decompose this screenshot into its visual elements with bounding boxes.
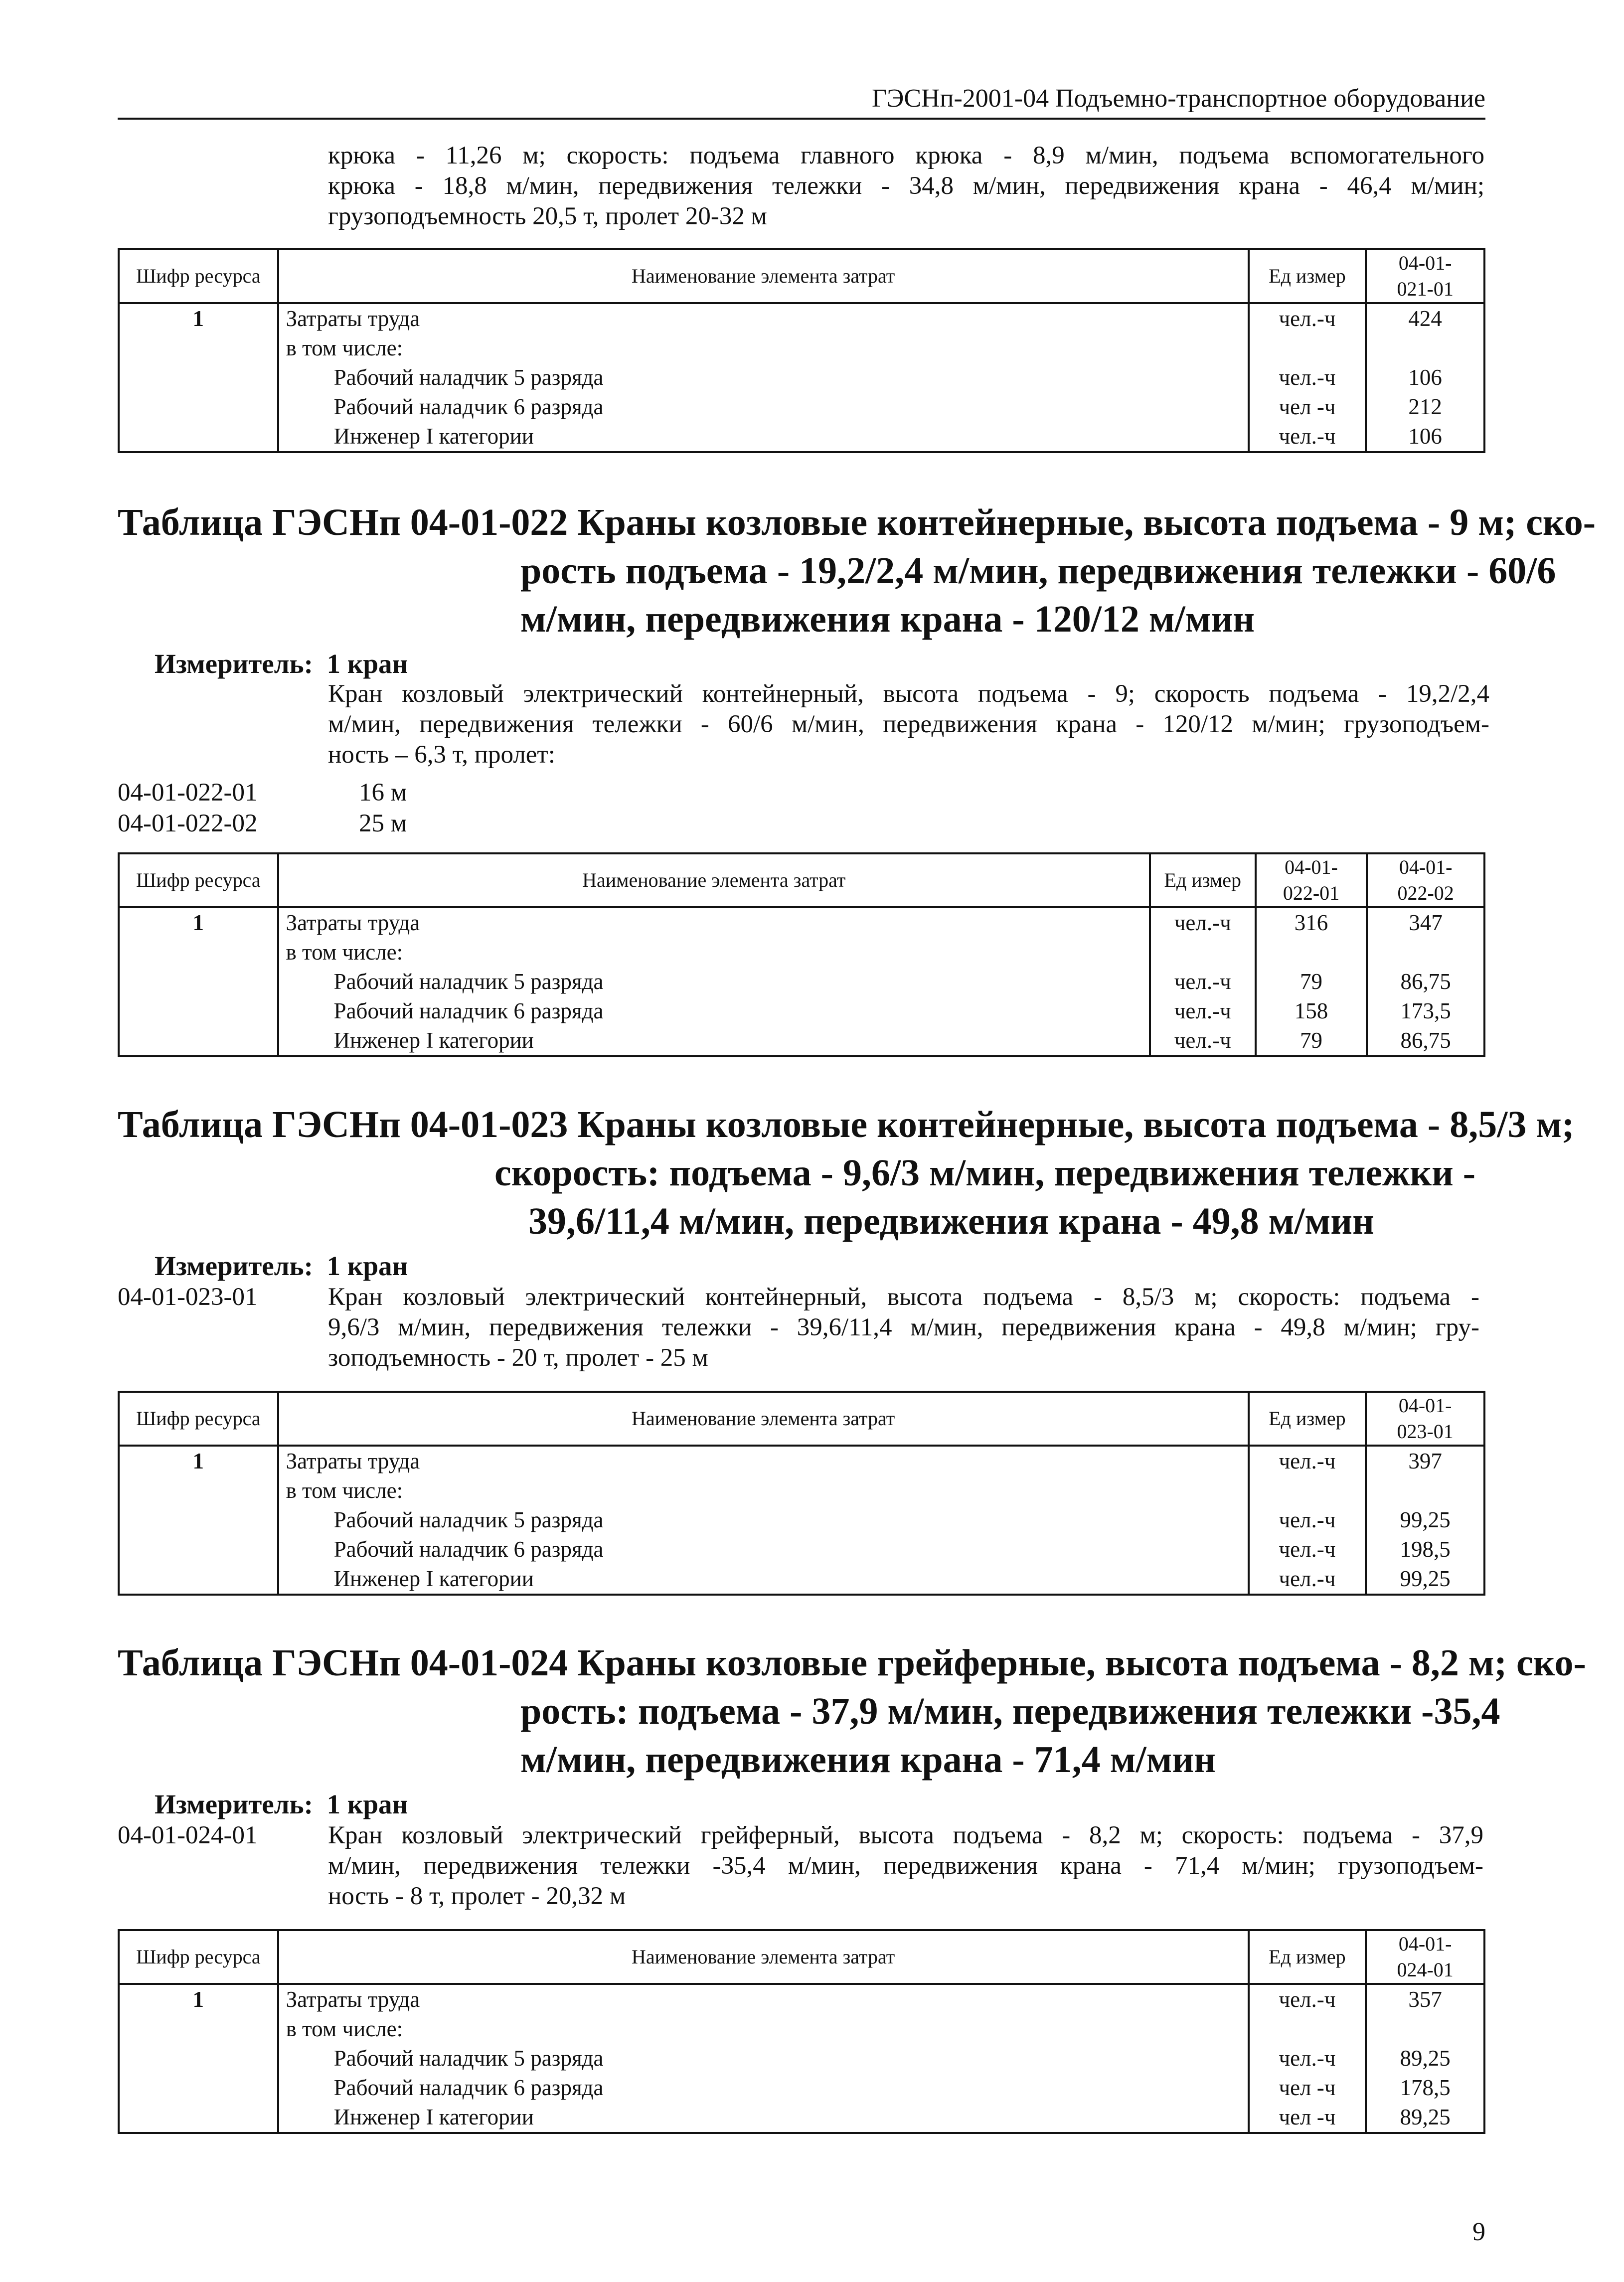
col-header-unit: Ед измер [1150, 853, 1256, 907]
meter-023: Измеритель: 1 кран [155, 1251, 408, 1281]
col-header-unit: Ед измер [1249, 1930, 1366, 1984]
col-header-code: Шифр ресурса [119, 249, 278, 303]
section-title-022: Таблица ГЭСНп 04-01-022 Краны козловые контейнерные, высота подъема - 9 м; ско- рость подъема - 19,2/2,4 м/мин, передвижения тележки - 60/6 м/мин, передвижения крана - 120/12 м/мин [118, 501, 1596, 640]
value-cell: 357 89,25 178,5 89,25 [1366, 1984, 1484, 2133]
resource-table-024 [118, 1929, 1485, 2134]
code-cell: 1 [119, 907, 278, 1056]
header-rule [118, 118, 1485, 120]
intro-line: крюка - 18,8 м/мин, передвижения тележки - 34,8 м/мин, передвижения крана - 46,4 м/мин; [328, 172, 1484, 200]
code-cell: 1 [119, 1446, 278, 1595]
desc-023: Кран козловый электрический контейнерный, высота подъема - 8,5/3 м; скорость: подъема - 9,6/3 м/мин, передвижения тележки - 39,6/11,4 м/мин, передвижения крана - 49,8 м/мин; гру- зоподъемность - 20 т, пролет - 25 м [328, 1283, 1479, 1372]
col-header-value: 04-01- 024-01 [1366, 1930, 1484, 1984]
item-code: 04-01-023-01 [118, 1283, 258, 1311]
item-value: 16 м [359, 779, 407, 807]
name-cell: Затраты труда в том числе: Рабочий наладчик 5 разряда Рабочий наладчик 6 разряда Инженер I категории [278, 1984, 1249, 2133]
value-cell-1: 316 79 158 79 [1256, 907, 1367, 1056]
desc-024: Кран козловый электрический грейферный, высота подъема - 8,2 м; скорость: подъема - 37,9 м/мин, передвижения тележки -35,4 м/мин, передвижения крана - 71,4 м/мин; грузоподъем- ность - 8 т, пролет - 20,32 м [328, 1821, 1483, 1910]
item-code: 04-01-022-01 [118, 779, 258, 807]
col-header-value: 04-01- 021-01 [1366, 249, 1484, 303]
intro-line: грузоподъемность 20,5 т, пролет 20-32 м [328, 202, 767, 230]
col-header-name: Наименование элемента затрат [278, 1930, 1249, 1984]
unit-cell: чел.-ч чел.-ч чел.-ч чел.-ч [1249, 1446, 1366, 1595]
table-body [119, 1446, 1484, 1595]
item-code: 04-01-024-01 [118, 1821, 258, 1849]
item-value: 25 м [359, 810, 407, 837]
unit-cell: чел.-ч чел.-ч чел -ч чел -ч [1249, 1984, 1366, 2133]
col-header-value-2: 04-01- 022-02 [1367, 853, 1484, 907]
col-header-value: 04-01- 023-01 [1366, 1392, 1484, 1446]
name-cell: Затраты труда в том числе: Рабочий наладчик 5 разряда Рабочий наладчик 6 разряда Инженер I категории [278, 907, 1150, 1056]
col-header-code: Шифр ресурса [119, 1930, 278, 1984]
intro-line: крюка - 11,26 м; скорость: подъема главного крюка - 8,9 м/мин, подъема вспомогательного [328, 142, 1484, 169]
col-header-code: Шифр ресурса [119, 1392, 278, 1446]
unit-cell: чел.-ч чел.-ч чел -ч чел.-ч [1249, 303, 1366, 452]
resource-table-021 [118, 248, 1485, 453]
col-header-name: Наименование элемента затрат [278, 853, 1150, 907]
meter-022: Измеритель: 1 кран [155, 649, 408, 679]
page-number: 9 [1472, 2218, 1485, 2246]
value-cell: 424 106 212 106 [1366, 303, 1484, 452]
section-title-024: Таблица ГЭСНп 04-01-024 Краны козловые грейферные, высота подъема - 8,2 м; ско- рость: подъема - 37,9 м/мин, передвижения тележки -35,4 м/мин, передвижения крана - 71,4 м/мин [118, 1642, 1586, 1781]
col-header-unit: Ед измер [1249, 249, 1366, 303]
table-body [119, 907, 1484, 1056]
desc-022: Кран козловый электрический контейнерный, высота подъема - 9; скорость подъема - 19,2/2,4 м/мин, передвижения тележки - 60/6 м/мин, передвижения крана - 120/12 м/мин; грузоподъем- ность – 6,3 т, пролет: [328, 680, 1489, 769]
col-header-code: Шифр ресурса [119, 853, 278, 907]
code-cell: 1 [119, 303, 278, 452]
name-cell: Затраты труда в том числе: Рабочий наладчик 5 разряда Рабочий наладчик 6 разряда Инженер I категории [278, 303, 1249, 452]
col-header-name: Наименование элемента затрат [278, 249, 1249, 303]
meter-024: Измеритель: 1 кран [155, 1789, 408, 1819]
section-title-023: Таблица ГЭСНп 04-01-023 Краны козловые контейнерные, высота подъема - 8,5/3 м; скорость: подъема - 9,6/3 м/мин, передвижения тележки - 39,6/11,4 м/мин, передвижения крана - 49,8 м/мин [118, 1104, 1575, 1242]
name-cell: Затраты труда в том числе: Рабочий наладчик 5 разряда Рабочий наладчик 6 разряда Инженер I категории [278, 1446, 1249, 1595]
resource-table-022 [118, 852, 1485, 1057]
unit-cell: чел.-ч чел.-ч чел.-ч чел.-ч [1150, 907, 1256, 1056]
code-cell: 1 [119, 1984, 278, 2133]
resource-table-023 [118, 1391, 1485, 1596]
table-body [119, 303, 1484, 452]
running-header: ГЭСНп-2001-04 Подъемно-транспортное оборудование [871, 84, 1485, 113]
col-header-unit: Ед измер [1249, 1392, 1366, 1446]
intro-paragraph [328, 141, 1484, 232]
value-cell: 397 99,25 198,5 99,25 [1366, 1446, 1484, 1595]
table-body [119, 1984, 1484, 2133]
item-code: 04-01-022-02 [118, 810, 258, 837]
col-header-value-1: 04-01- 022-01 [1256, 853, 1367, 907]
col-header-name: Наименование элемента затрат [278, 1392, 1249, 1446]
value-cell-2: 347 86,75 173,5 86,75 [1367, 907, 1484, 1056]
